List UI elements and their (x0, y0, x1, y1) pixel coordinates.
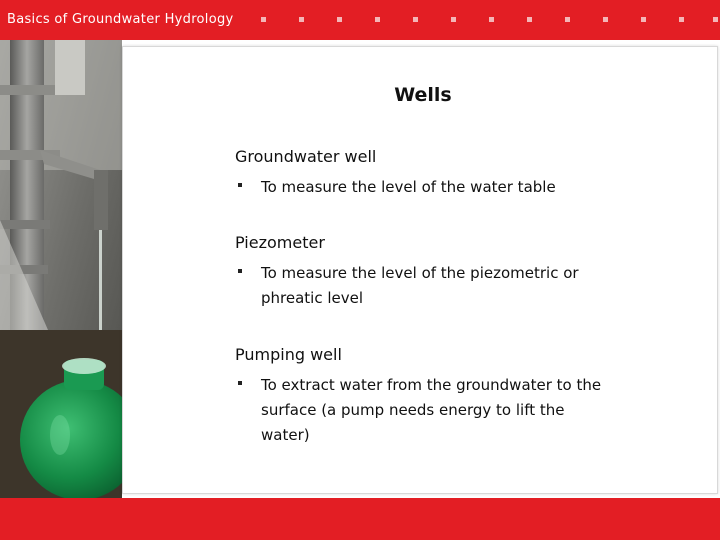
heading-pumping-well: Pumping well (235, 345, 342, 364)
course-title: Basics of Groundwater Hydrology (7, 12, 234, 27)
bullet-groundwater-well (235, 175, 615, 200)
bullet-square-icon (238, 381, 242, 385)
bullet-pumping-well (235, 373, 615, 448)
heading-groundwater-well: Groundwater well (235, 147, 377, 166)
header-bar (0, 0, 720, 40)
bullet-text: To extract water from the groundwater to the surface (a pump needs energy to lift the water) (261, 376, 602, 444)
bullet-square-icon (238, 269, 242, 273)
bullet-text: To measure the level of the water table (261, 178, 556, 196)
slide-title: Wells (394, 84, 452, 106)
bullet-square-icon (238, 183, 242, 187)
heading-piezometer: Piezometer (235, 233, 325, 252)
hand-pump-photo (0, 40, 122, 498)
bullet-piezometer (235, 261, 615, 311)
footer-bar (0, 498, 720, 540)
bullet-text: To measure the level of the piezometric or phreatic level (261, 264, 579, 307)
header-dot-pattern (0, 17, 720, 23)
